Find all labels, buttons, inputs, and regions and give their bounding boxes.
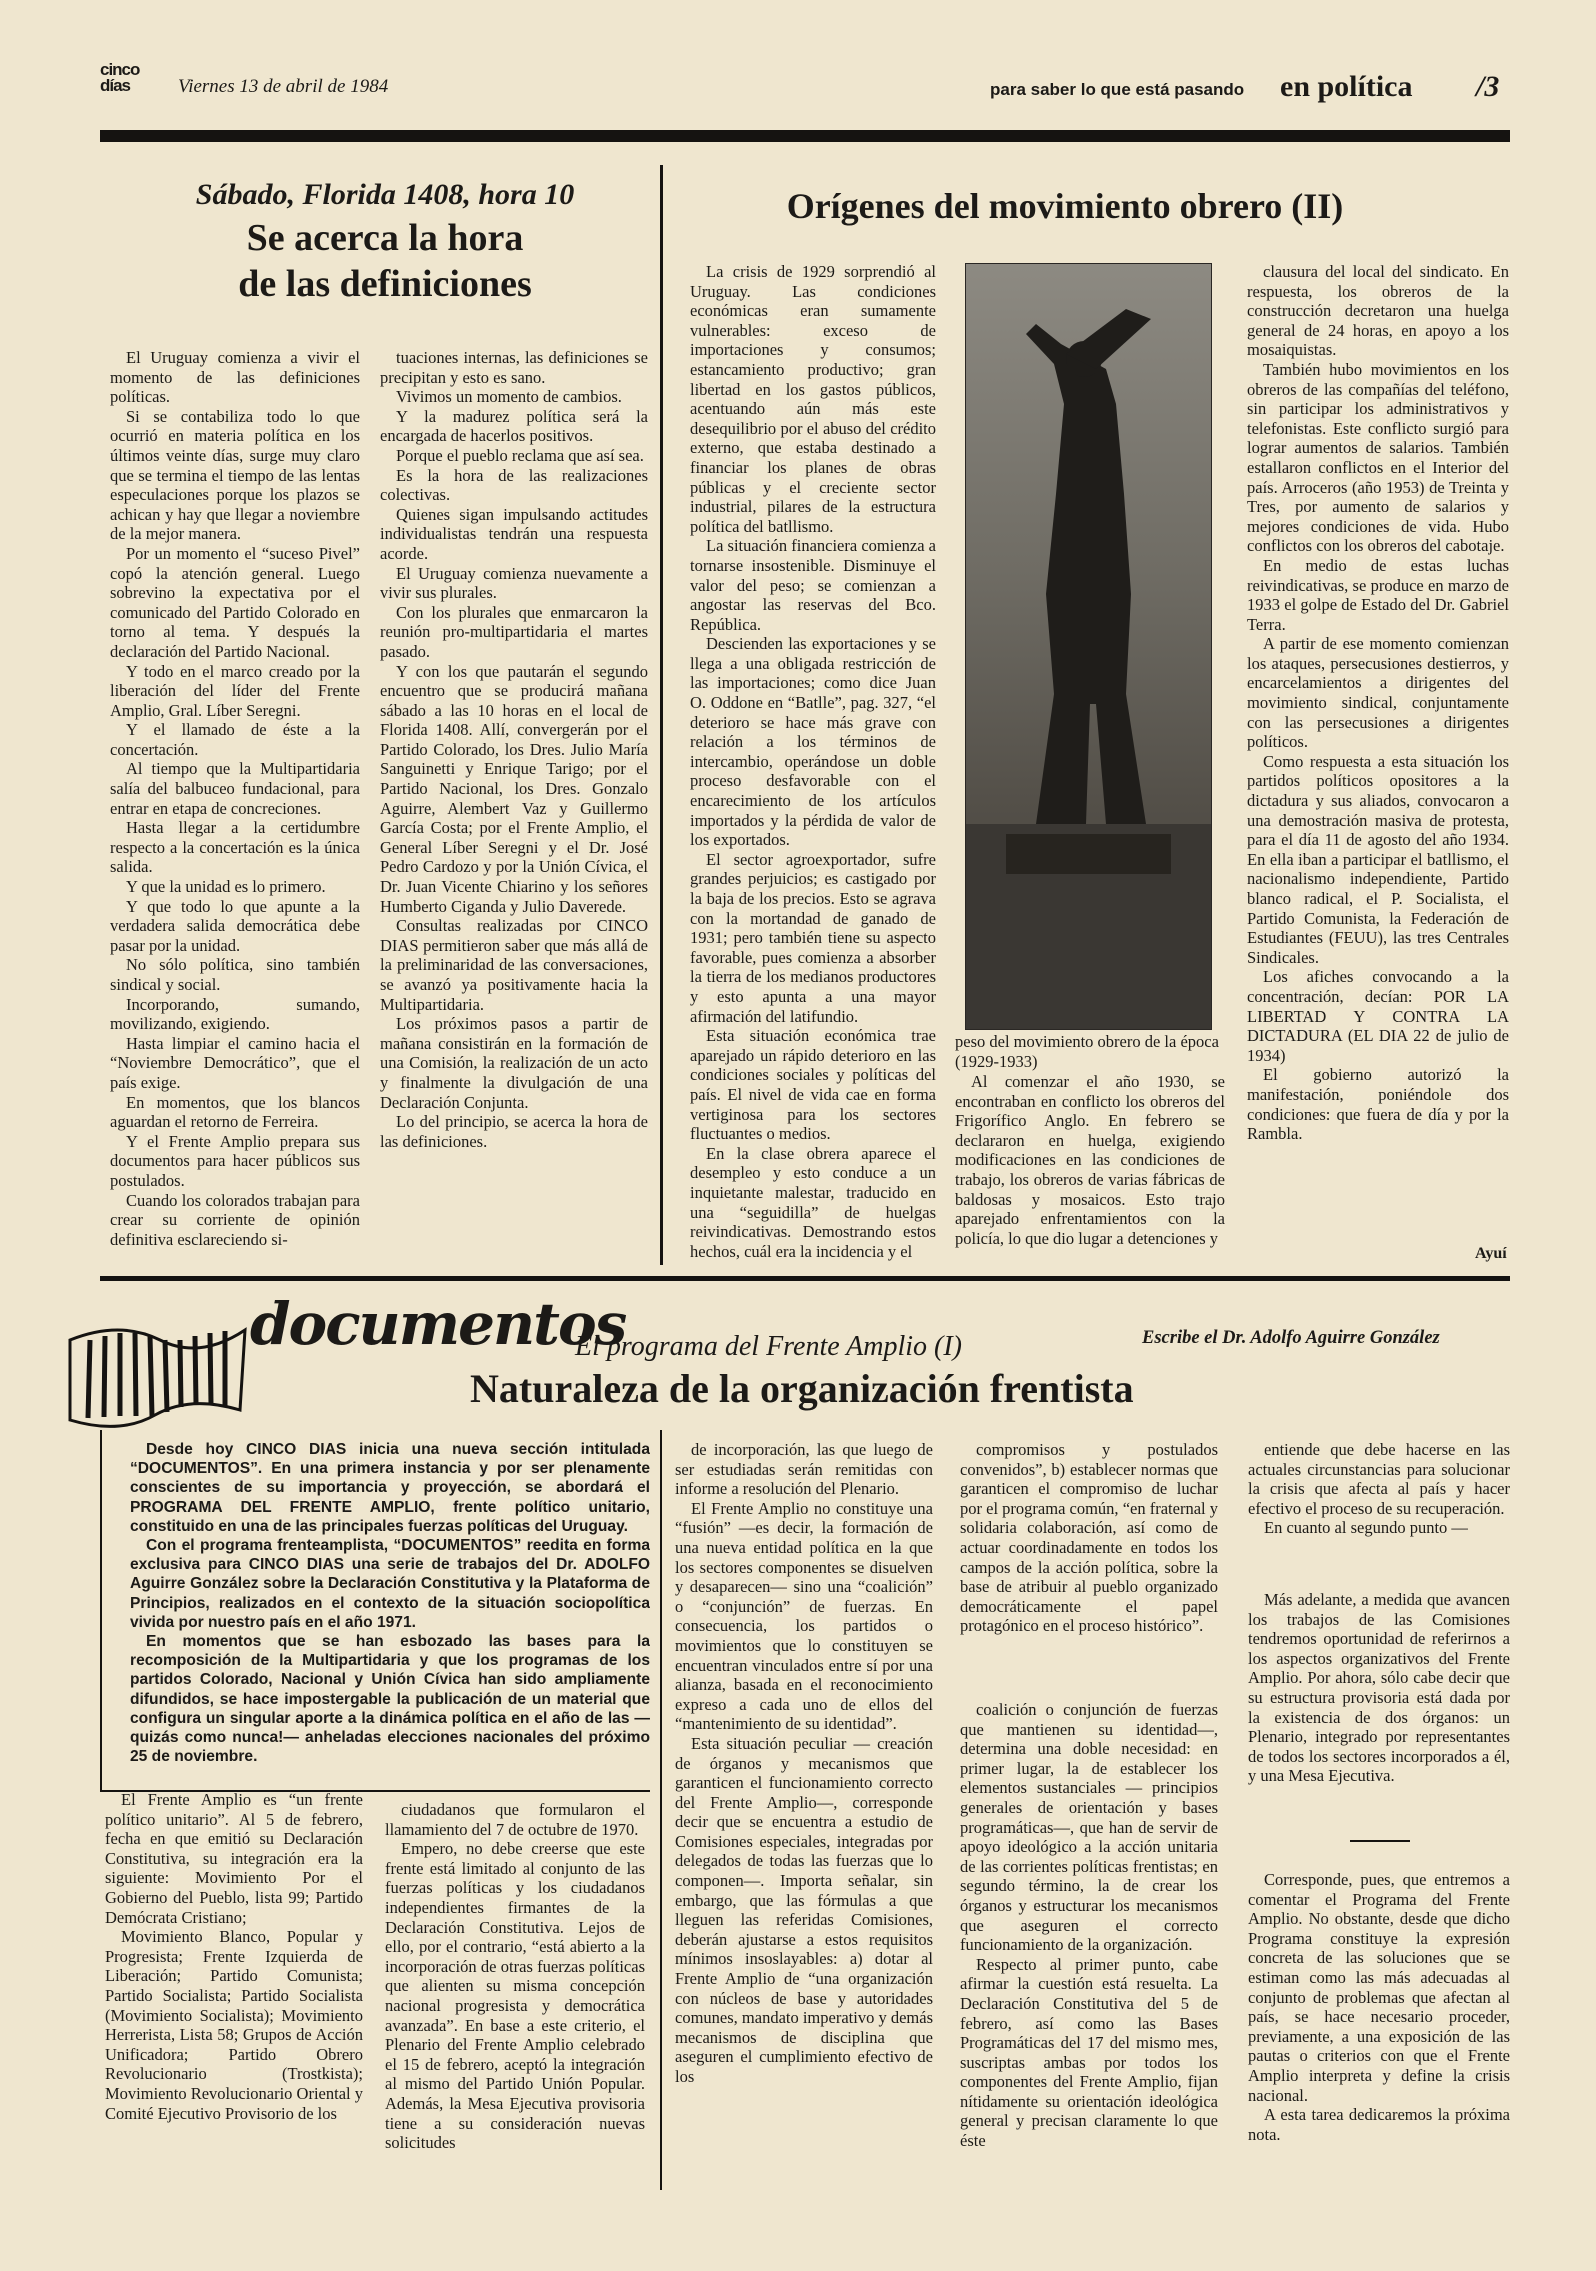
paragraph: coalición o conjunción de fuerzas que mantienen su identidad—, determina una doble necesidad: en primer lugar, la de establecer los elementos sustanciales — principios generales de orientación y bases programáticas—, que han de servir de apoyo ideológico a la acción unitaria de las corrientes políticas frentistas; en segundo término, la de crear los órganos y estructurar los mecanismos que aseguren el correcto funcionamiento de la organización.	[960, 1700, 1218, 1955]
paragraph: En momentos que se han esbozado las bases para la recomposición de la Multipartidaria y que los programas de los partidos Colorado, Nacional y Unión Cívica han sido ampliamente difundidos, se hace impostergable la publicación de un material que configura un singular aporte a la dinámica política en el año de las —quizás como nunca!— anheladas elecciones nacionales del próximo 25 de noviembre.	[130, 1633, 650, 1766]
paragraph: A partir de ese momento comienzan los ataques, persecusiones destierros, y encarcelamientos a dirigentes del movimiento sindical, conjuntamente con las persecusiones a dirigentes políticos.	[1247, 634, 1509, 752]
paragraph: compromisos y postulados convenidos”, b) establecer normas que garanticen el compromiso de luchar por el programa común, “en fraternal y solidaria colaboración, así como de actuar coordinadamente en todos los campos de la acción política, sobre la base de atribuir al pueblo organizado democráticamente el papel protagónico en el proceso histórico”.	[960, 1440, 1218, 1636]
article1-column-1	[110, 348, 360, 1258]
section-name: en política	[1280, 70, 1413, 103]
column-divider	[660, 165, 663, 1265]
paragraph: Corresponde, pues, que entremos a comentar el Programa del Frente Amplio. No obstante, desde que dicho Programa constituye la expresión concreta de las soluciones que se estiman como las más adecuadas al conjunto de problemas que afectan al país, se hace necesario proceder, previamente, a una exposición de las pautas o criterios con que el Frente Amplio interpreta y define la crisis nacional.	[1248, 1870, 1510, 2105]
documentos-column-4a	[960, 1440, 1218, 1670]
paragraph: Quienes sigan impulsando actitudes individualistas tendrán una respuesta acorde.	[380, 504, 648, 563]
paragraph: Respecto al primer punto, cabe afirmar la cuestión está resuelta. La Declaración Constitutiva del 5 de febrero, así como las Bases Programáticas del 17 del mismo mes, suscriptas ambas por todos los componentes del Frente Amplio, fijan nítidamente su orientación ideológica general y precisan claramente lo que éste	[960, 1954, 1218, 2151]
documentos-column-2	[385, 1800, 645, 2180]
paragraph: Y el llamado de éste a la concertación.	[110, 720, 360, 759]
paragraph: La crisis de 1929 sorprendió al Uruguay. Las condiciones económicas eran sumamente vulnerables: exceso de importaciones y consumos; estancamiento productivo; gran libertad en los gastos públicos, acentuando aún más este desequilibrio por el abuso del crédito externo, que estaba destinado a financiar los planes de obras públicas y el creciente sector industrial, pilares de la estructura política del batllismo.	[690, 262, 936, 536]
paragraph: En momentos, que los blancos aguardan el retorno de Ferreira.	[110, 1092, 360, 1132]
paragraph: Movimiento Blanco, Popular y Progresista; Frente Izquierda de Liberación; Partido Comunista; Partido Socialista; Partido Socialista (Movimiento Socialista); Movimiento Herrerista, Lista 58; Grupos de Acción Unificadora; Partido Obrero Revolucionario (Trostkista); Movimiento Revolucionario Oriental y Comité Ejecutivo Provisorio de los	[105, 1927, 363, 2123]
documentos-column-5c	[1248, 1870, 1510, 2180]
paragraph: Cuando los colorados trabajan para crear su corriente de opinión definitiva esclareciendo si-	[110, 1190, 360, 1249]
masthead	[100, 62, 1510, 102]
documentos-column-4b	[960, 1700, 1218, 2180]
paragraph: Como respuesta a esta situación los partidos políticos opositores a la dictadura y sus aliados, convocaron a una demostración masiva de protesta, para el día 11 de agosto del año 1934. En ella iban a participar el batllismo, el nacionalismo independiente, Partido blanco radical, el P. Socialista, el Partido Comunista, la Federación de Estudiantes (FEUU), las tres Centrales Sindicales.	[1247, 751, 1509, 967]
paragraph: Es la hora de las realizaciones colectivas.	[380, 465, 648, 505]
documentos-intro	[130, 1440, 650, 1780]
paragraph: El Frente Amplio es “un frente político unitario”. Al 5 de febrero, fecha en que emitió su Declaración Constitutiva, su integración era la siguiente: Movimiento Por el Gobierno del Pueblo, lista 99; Partido Demócrata Cristiano;	[105, 1790, 363, 1927]
paragraph: clausura del local del sindicato. En respuesta, los obreros de la construcción decretaron una huelga general de 24 horas, en apoyo a los mosaiquistas.	[1247, 262, 1509, 360]
paragraph: El sector agroexportador, sufre grandes perjuicios; es castigado por la baja de los precios. Esto se agrava con la mortandad de ganado de 1931; pero también tiene su aspecto favorable, pues comienza a absorber la tierra de los medianos productores y esto apunta a una mayor afirmación del latifundio.	[690, 849, 936, 1026]
paragraph: Y que todo lo que apunte a la verdadera salida democrática debe pasar por la unidad.	[110, 896, 360, 955]
worker-statue-photo	[965, 263, 1212, 1030]
paragraph: Desde hoy CINCO DIAS inicia una nueva sección intitulada “DOCUMENTOS”. En una primera instancia y por ser plenamente conscientes de su importancia y proyección, se abordará el PROGRAMA DEL FRENTE AMPLIO, frente político unitario, constituido en una de las principales fuerzas políticas del Uruguay.	[130, 1441, 650, 1535]
logo-top: cinco	[100, 60, 140, 79]
documentos-section-title: documentos	[250, 1290, 626, 1358]
paragraph: Al comenzar el año 1930, se encontraban en conflicto los obreros del Frigorífico Anglo. En febrero se declararon en huelga, exigiendo modificaciones en las condiciones de trabajo, los obreros de varias fábricas de baldosas y mosaicos. Esto trajo aparejado enfrentamientos con la policía, lo que dio lugar a detenciones y	[955, 1072, 1225, 1248]
paragraph: La situación financiera comienza a tornarse insostenible. Disminuye el valor del peso; se comienzan a angostar las reservas del Bco. República.	[690, 536, 936, 634]
cinco-dias-logo	[100, 62, 162, 100]
paragraph: No sólo política, sino también sindical y social.	[110, 955, 360, 994]
paragraph: ciudadanos que formularon el llamamiento del 7 de octubre de 1970.	[385, 1800, 645, 1839]
article1-kicker: Sábado, Florida 1408, hora 10	[195, 178, 575, 211]
statue-silhouette	[966, 264, 1211, 1029]
paragraph: Esta situación peculiar — creación de órganos y mecanismos que garanticen el funcionamiento correcto del Frente Amplio—, corresponde decir que se encuentra a estudio de Comisiones especiales, integradas por delegados de todas las fuerzas que lo componen—. Importa señalar, sin embargo, que las fórmulas a que lleguen las referidas Comisiones, deberán ajustarse a estos requisitos mínimos insoslayables: a) dotar al Frente Amplio de “una organización con núcleos de base y autoridades comunes, mandato imperativo y demás mecanismos de disciplina que aseguren el cumplimiento efectivo de los	[675, 1733, 933, 2086]
paragraph: También hubo movimientos en los obreros de las compañías del teléfono, sin participar los administrativos y telefonistas. Este conflicto surgió para lograr aumentos de salarios. También estallaron conflictos en el Interior del país. Arroceros (año 1953) de Treinta y Tres, por aumento de salarios y mejores condiciones de vida. Hubo conflictos con los obreros del cabotaje.	[1247, 359, 1509, 556]
article2-column-2	[955, 1072, 1225, 1262]
paragraph: Por un momento el “suceso Pivel” copó la atención general. Luego sobrevino la expectativa por el comunicado del Partido Colorado en torno al tema. Y después la declaración del Partido Nacional.	[110, 543, 360, 661]
author-signature: Ayuí	[1475, 1245, 1507, 1262]
documentos-column-1	[105, 1790, 363, 2180]
documentos-flag-icon	[60, 1300, 250, 1440]
paragraph: Al tiempo que la Multipartidaria salía del balbuceo fundacional, para entrar en etapa de concreciones.	[110, 759, 360, 818]
documentos-column-5b	[1248, 1590, 1510, 1810]
paragraph: Empero, no debe creerse que este frente está limitado al conjunto de las fuerzas políticas y los ciudadanos independientes firmantes de la Declaración Constitutiva. Lejos de ello, por el contrario, “está abierto a la incorporación de otras fuerzas políticas que alienten su misma concepción nacional progresista y democrática avanzada”. En base a este criterio, el Plenario del Frente Amplio celebrado el 15 de febrero, aceptó la integración al mismo del Partido Unión Popular. Además, la Mesa Ejecutiva provisoria tiene a su consideración nuevas solicitudes	[385, 1839, 645, 2153]
article1-headline-line2: de las definiciones	[238, 263, 532, 305]
paragraph: Y el Frente Amplio prepara sus documentos para hacer públicos sus postulados.	[110, 1131, 360, 1190]
documentos-column-5a	[1248, 1440, 1510, 1560]
paragraph: tuaciones internas, las definiciones se precipitan y esto es sano.	[380, 348, 648, 387]
tagline: para saber lo que está pasando	[990, 80, 1245, 99]
paragraph: Incorporando, sumando, movilizando, exigiendo.	[110, 994, 360, 1034]
paragraph: Esta situación económica trae aparejado un rápido deterioro en las condiciones sociales y políticas del país. El nivel de vida cae en forma vertiginosa para los sectores fluctuantes o medios.	[690, 1026, 936, 1144]
section-rule	[100, 1276, 1510, 1281]
paragraph: El Uruguay comienza a vivir el momento de las definiciones políticas.	[110, 348, 360, 407]
article2-column-3	[1247, 262, 1509, 1247]
paragraph: El Uruguay comienza nuevamente a vivir sus plurales.	[380, 563, 648, 603]
paragraph: Y la madurez política será la encargada de hacerlos positivos.	[380, 406, 648, 446]
issue-date: Viernes 13 de abril de 1984	[178, 76, 389, 97]
masthead-rule	[100, 130, 1510, 142]
paragraph: Los afiches convocando a la concentración, decían: POR LA LIBERTAD Y CONTRA LA DICTADURA (EL DIA 22 de julio de 1934)	[1247, 967, 1509, 1065]
paragraph: A esta tarea dedicaremos la próxima nota.	[1248, 2105, 1510, 2144]
article1-column-2	[380, 348, 648, 1258]
doc-divider-1	[660, 1430, 662, 2190]
documentos-headline: Naturaleza de la organización frentista	[470, 1366, 1134, 1411]
article1-headline-line1: Se acerca la hora	[246, 217, 524, 259]
paragraph: Con el programa frenteamplista, “DOCUMENTOS” reedita en forma exclusiva para CINCO DIAS una serie de trabajos del Dr. ADOLFO Aguirre González sobre la Declaración Constitutiva y la Plataforma de Principios, realizados en el contexto de la situación sociopolítica vivida por nuestro país en el año 1971.	[130, 1537, 650, 1631]
paragraph: Porque el pueblo reclama que así sea.	[396, 445, 644, 465]
article2-column-1	[690, 262, 936, 1262]
paragraph: Lo del principio, se acerca la hora de las definiciones.	[380, 1112, 648, 1151]
paragraph: El Frente Amplio no constituye una “fusión” —es decir, la formación de una nueva entidad política en la que los sectores componentes se disuelven y desaparecen— sino una “coalición” o “conjunción” de fuerzas. En consecuencia, los partidos o movimientos que lo constituyen se encuentran vinculados entre sí por una alianza, basada en el reconocimiento expreso a cada uno de ellos del “mantenimiento de su identidad”.	[675, 1498, 933, 1734]
paragraph: Descienden las exportaciones y se llega a una obligada restricción de las importaciones; como dice Juan O. Oddone en “Batlle”, pag. 327, “el deterioro se hace más grave con relación a los términos de intercambio, operándose un doble proceso desfavorable con el encarecimiento de los artículos importados y la pérdida de valor de los exportados.	[690, 634, 936, 850]
page-number: /3	[1476, 70, 1500, 103]
paragraph: Hasta llegar a la certidumbre respecto a la concertación es la única salida.	[110, 818, 360, 877]
paragraph: Y todo en el marco creado por la liberación del líder del Frente Amplio, Gral. Líber Seregni.	[110, 661, 360, 720]
paragraph: de incorporación, las que luego de ser estudiadas serán remitidas con informe a resolución del Plenario.	[675, 1440, 933, 1499]
logo-bottom: días	[100, 76, 131, 95]
paragraph: Los próximos pasos a partir de mañana consistirán en la formación de una Comisión, la realización de un acto y finalmente la divulgación de una Declaración Conjunta.	[380, 1014, 648, 1112]
paragraph: Vivimos un momento de cambios.	[396, 387, 622, 407]
intro-border-left	[100, 1430, 102, 1790]
paragraph: En medio de estas luchas reivindicativas, se produce en marzo de 1933 el golpe de Estado del Dr. Gabriel Terra.	[1247, 555, 1509, 634]
paragraph: Hasta limpiar el camino hacia el “Noviembre Democrático”, que el país exige.	[110, 1033, 360, 1092]
paragraph: entiende que debe hacerse en las actuales circunstancias para solucionar la crisis que afecta al país y hacer efectivo el proceso de su recuperación.	[1248, 1440, 1510, 1518]
paragraph: El gobierno autorizó la manifestación, poniéndole dos condiciones: que fuera de día y por la Rambla.	[1247, 1065, 1509, 1144]
documentos-byline: Escribe el Dr. Adolfo Aguirre González	[1142, 1328, 1440, 1348]
paragraph: Más adelante, a medida que avancen los trabajos de las Comisiones tendremos oportunidad de referirnos a los aspectos organizativos del Frente Amplio. Por ahora, sólo cabe decir que su estructura provisoria está dada por la existencia de dos órganos: un Plenario, integrado por representantes de todos los sectores incorporados a él, y una Mesa Ejecutiva.	[1248, 1590, 1510, 1786]
paragraph: Consultas realizadas por CINCO DIAS permitieron saber que más allá de la preliminaridad de las conversaciones, se avanzó ya positivamente hacia la Multipartidaria.	[380, 916, 648, 1014]
documentos-kicker: El programa del Frente Amplio (I)	[575, 1331, 963, 1362]
paragraph: Con los plurales que enmarcaron la reunión pro-multipartidaria el martes pasado.	[380, 602, 648, 661]
documentos-column-3	[675, 1440, 933, 2180]
paragraph: Y con los que pautarán el segundo encuentro que se producirá mañana sábado a las 10 horas en el local de Florida 1408. Allí, convergerán por el Partido Colorado, los Dres. Julio María Sanguinetti y Enrique Tarigo; por el Partido Nacional, los Dres. Gonzalo Aguirre, Alembert Vaz y Guillermo García Costa; por el Frente Amplio, el General Líber Seregni y el Dr. José Pedro Cardozo y por la Unión Cívica, el Dr. Juan Vicente Chiarino y los señores Humberto Ciganda y Julio Daverede.	[380, 661, 648, 916]
paragraph: En cuanto al segundo punto —	[1264, 1518, 1468, 1538]
article2-headline: Orígenes del movimiento obrero (II)	[786, 186, 1344, 226]
photo-caption: peso del movimiento obrero de la época (1929-1933)	[955, 1032, 1219, 1071]
article1-headline	[120, 215, 650, 307]
paragraph: Y que la unidad es lo primero.	[126, 877, 326, 897]
paragraph: Si se contabiliza todo lo que ocurrió en materia política en los últimos veinte días, surge muy claro que se termina el tiempo de las lentas especulaciones porque los plazos se achican y hay que llegar a noviembre de la mejor manera.	[110, 406, 360, 544]
paragraph-separator	[1350, 1840, 1410, 1842]
paragraph: En la clase obrera aparece el desempleo y esto conduce a un inquietante malestar, traducido en una “seguidilla” de huelgas reivindicativas. Demostrando estos hechos, cuál era la incidencia y el	[690, 1143, 936, 1261]
